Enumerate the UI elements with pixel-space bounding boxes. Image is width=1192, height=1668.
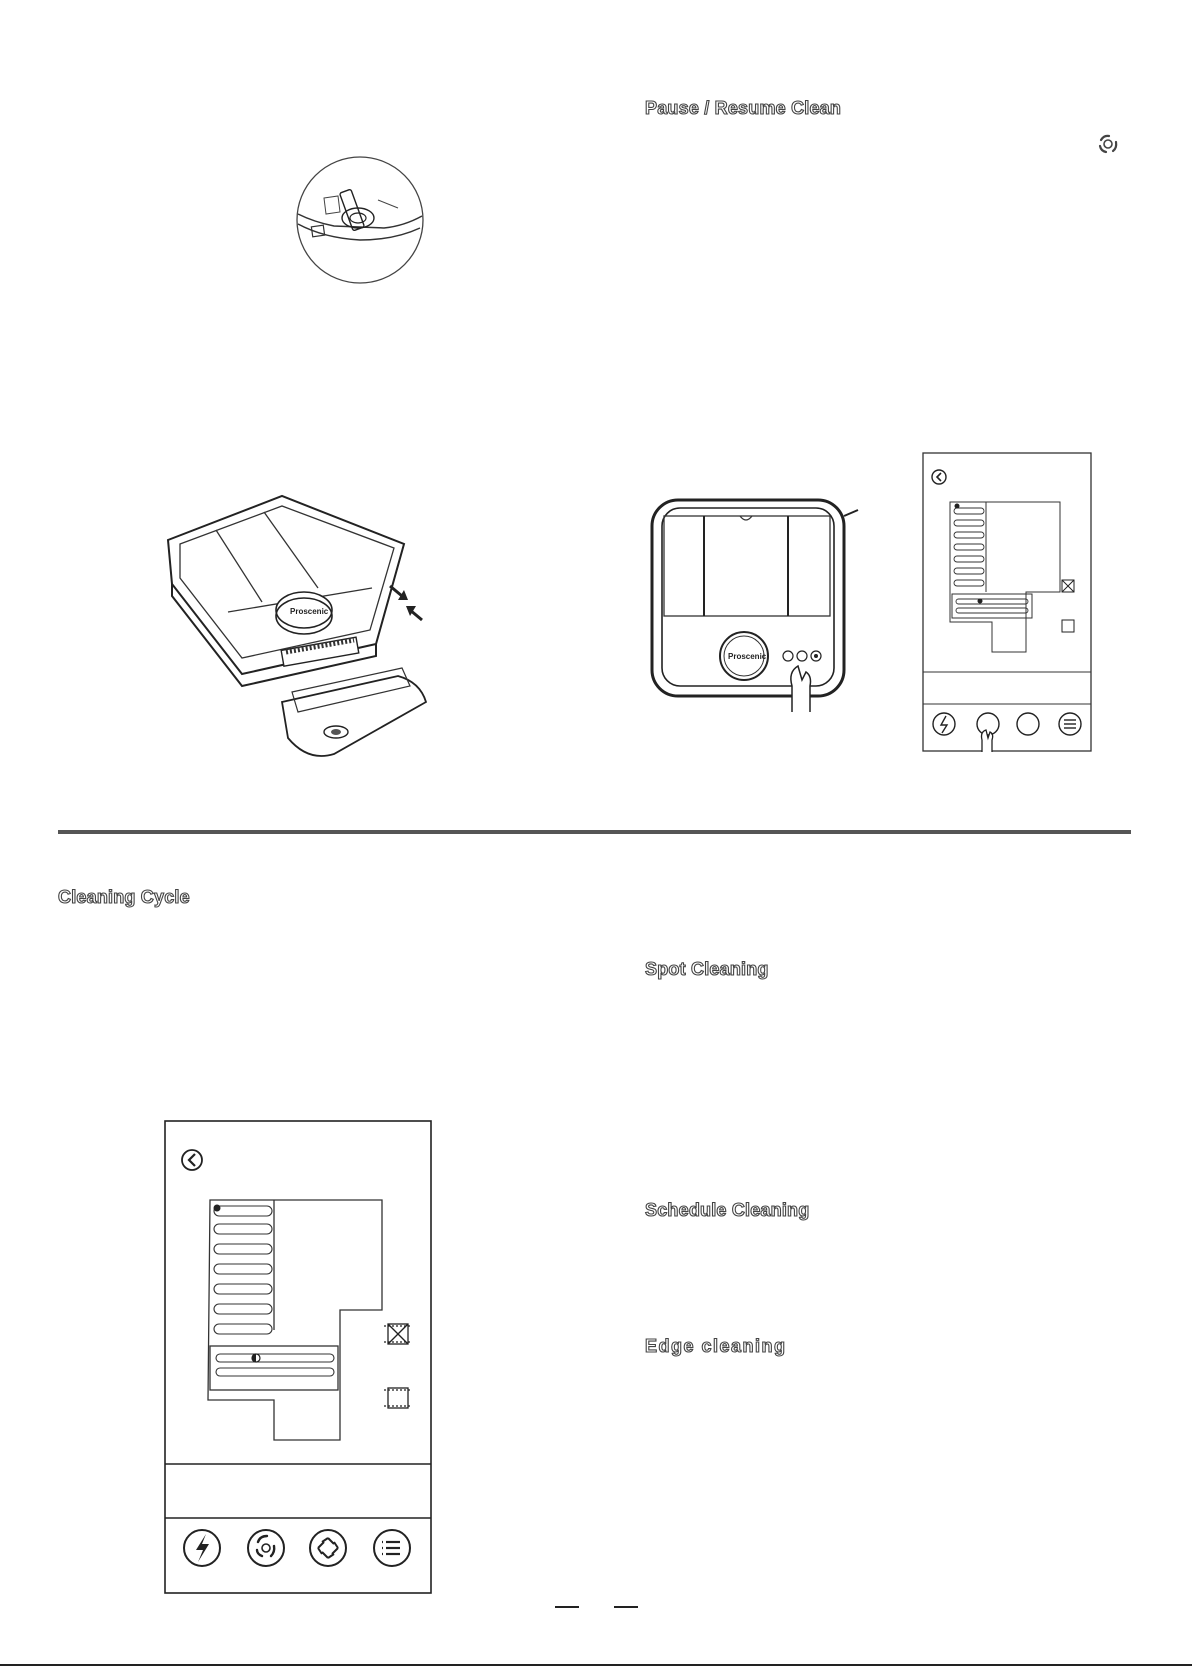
dustbin-latch-closeup-illustration <box>294 156 430 286</box>
spot-clean-inline-icon <box>1096 132 1120 156</box>
robot-brand-label-left: Proscenic <box>290 607 329 616</box>
cleaning-cycle-heading: Cleaning Cycle <box>58 887 190 907</box>
schedule-cleaning-heading: Schedule Cleaning <box>645 1200 810 1220</box>
robot-dustbin-removal-illustration <box>158 492 458 762</box>
page-number-mark-right <box>614 1606 638 1608</box>
spot-cleaning-heading: Spot Cleaning <box>645 959 769 979</box>
pause-resume-heading: Pause / Resume Clean <box>645 98 842 118</box>
bottom-rule <box>0 1664 1192 1666</box>
section-divider <box>58 830 1131 834</box>
app-screen-small <box>922 452 1092 752</box>
app-screen-large <box>164 1120 432 1594</box>
edge-cleaning-heading: Edge cleaning <box>645 1336 787 1356</box>
robot-top-view-illustration <box>648 496 858 712</box>
robot-brand-label-right: Proscenic <box>728 652 767 661</box>
page-number-mark-left <box>555 1606 579 1608</box>
